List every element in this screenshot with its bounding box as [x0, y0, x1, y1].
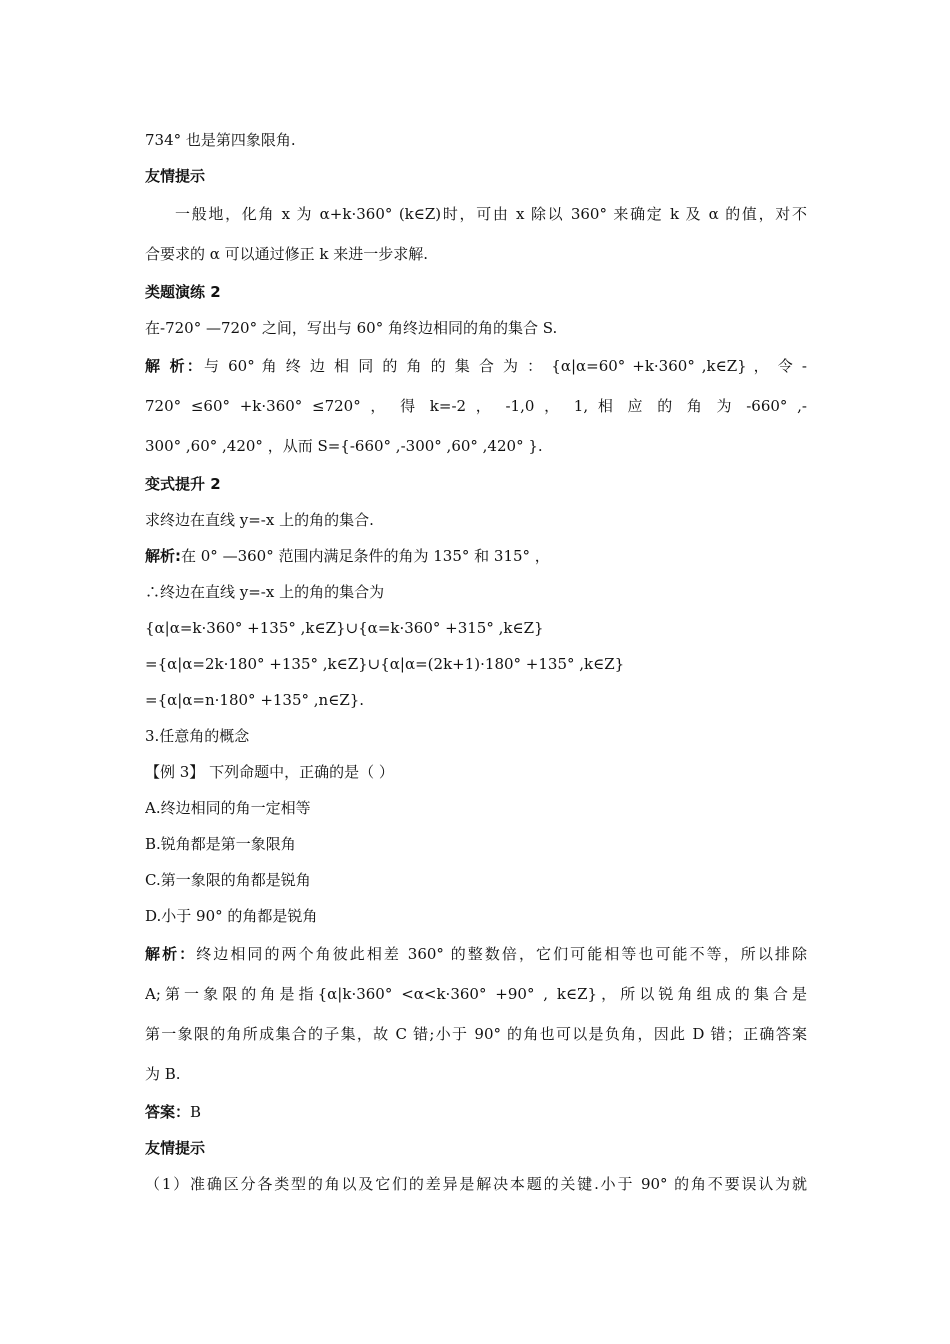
formula-line: {α|α=k·360° +135° ,k∈Z}∪{α=k·360° +315° ,k∈Z}	[145, 619, 544, 637]
text-line	[145, 538, 807, 574]
answer-value: B	[190, 1103, 202, 1121]
text-line: 720° ≤60° +k·360° ≤720° ， 得 k=-2 ， -1,0 ， 1, 相 应 的 角 为 -660° ,-	[145, 397, 807, 415]
text-line: 第一象限的角所成集合的子集，故 C 错;小于 90° 的角也可以是负角，因此 D 错；正确答案	[145, 1025, 807, 1043]
text-line: 734° 也是第四象限角.	[145, 131, 296, 149]
text-span: 在 0° —360° 范围内满足条件的角为 135° 和 315° ，	[181, 547, 550, 565]
text-line: 合要求的 α 可以通过修正 k 来进一步求解.	[145, 245, 429, 263]
section-heading: 友情提示	[145, 167, 206, 185]
document-page	[145, 122, 807, 1202]
formula-line: ={α|α=2k·180° +135° ,k∈Z}∪{α|α=(2k+1)·180° +135° ,k∈Z}	[145, 655, 625, 673]
formula-line: ={α|α=n·180° +135° ,n∈Z}.	[145, 691, 365, 709]
text-line: 一般地，化角 x 为 α+k·360° (k∈Z)时，可由 x 除以 360° 来确定 k 及 α 的值，对不	[175, 205, 807, 223]
text-line: （1）准确区分各类型的角以及它们的差异是解决本题的关键.小于 90° 的角不要误认为就	[145, 1175, 807, 1193]
text-line: ∴终边在直线 y=-x 上的角的集合为	[145, 583, 385, 601]
section-heading: 类题演练 2	[145, 283, 221, 301]
label-answer: 答案：	[145, 1103, 191, 1121]
section-heading: 友情提示	[145, 1139, 206, 1157]
text-line	[145, 346, 807, 386]
text-span: 终边相同的两个角彼此相差 360° 的整数倍，它们可能相等也可能不等，所以排除	[196, 945, 807, 963]
label-analysis: 解析：	[145, 945, 197, 963]
text-line: 300° ,60° ,420° ，从而 S={-660° ,-300° ,60° ,420° }.	[145, 437, 543, 455]
label-analysis: 解 析：	[145, 357, 204, 375]
text-line: 3.任意角的概念	[145, 727, 250, 745]
text-line: 【例 3】 下列命题中，正确的是（ ）	[145, 763, 394, 781]
text-line: 为 B.	[145, 1065, 181, 1083]
text-span: 与 60° 角 终 边 相 同 的 角 的 集 合 为 ： {α|α=60° +k·360° ,k∈Z} ， 令 -	[203, 357, 807, 375]
label-analysis: 解析:	[145, 547, 181, 565]
option-b: B.锐角都是第一象限角	[145, 835, 296, 853]
text-line	[145, 934, 807, 974]
option-d: D.小于 90° 的角都是锐角	[145, 907, 318, 925]
text-line: 在-720° —720° 之间，写出与 60° 角终边相同的角的集合 S.	[145, 319, 558, 337]
option-a: A.终边相同的角一定相等	[145, 799, 311, 817]
text-line: 求终边在直线 y=-x 上的角的集合.	[145, 511, 374, 529]
text-line: A;第一象限的角是指{α|k·360° <α<k·360° +90° , k∈Z}，所以锐角组成的集合是	[145, 985, 807, 1003]
section-heading: 变式提升 2	[145, 475, 221, 493]
text-line	[145, 1094, 807, 1130]
option-c: C.第一象限的角都是锐角	[145, 871, 311, 889]
